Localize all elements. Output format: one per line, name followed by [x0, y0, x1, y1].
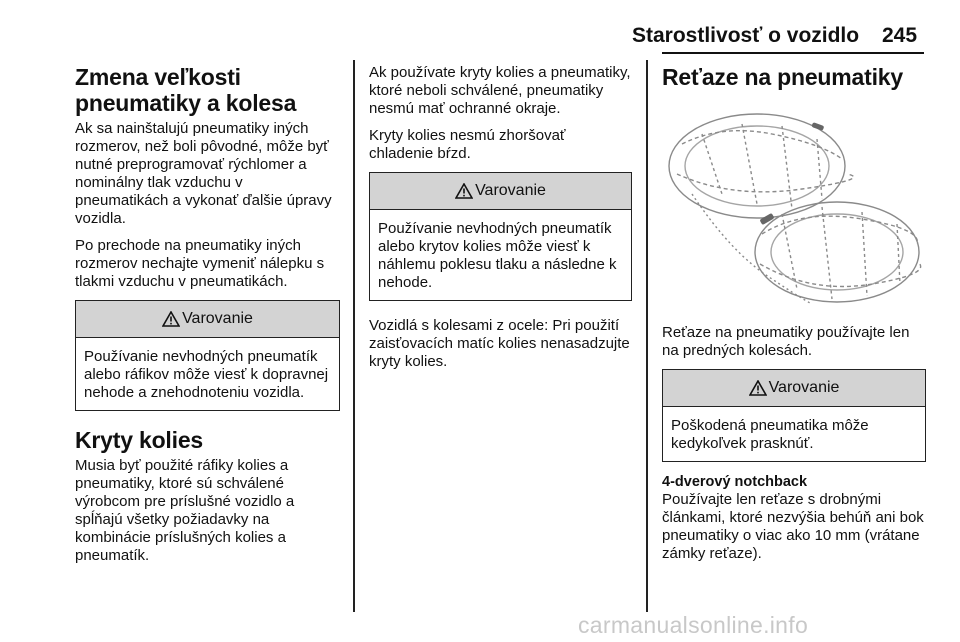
warning-title: Varovanie — [182, 310, 253, 327]
subheading-notchback: 4-dverový notchback — [662, 474, 808, 490]
warning-text: Používanie nevhodných pneumatík alebo ráfikov môže viesť k dopravnej nehode a znehodnoteniu vozidla. — [84, 348, 329, 401]
paragraph: Vozidlá s kolesami z ocele: Pri použití zaisťovacích matíc kolies nenasadzujte kryty kolies. — [369, 317, 630, 370]
paragraph: Ak používate kryty kolies a pneumatiky, ktoré neboli schválené, pneumatiky nesmú mať ochranné okraje. — [369, 64, 631, 117]
column-divider-1 — [353, 60, 355, 612]
column-divider-2 — [646, 60, 648, 612]
warning-box — [662, 369, 926, 462]
warning-box — [75, 300, 340, 411]
watermark-text: carmanualsonline.info — [578, 612, 809, 638]
warning-box — [369, 172, 632, 301]
header-rule — [662, 52, 924, 54]
warning-text: Poškodená pneumatika môže kedykoľvek prasknúť. — [671, 417, 869, 452]
column-1 — [75, 64, 340, 574]
heading-tire-size-change: Zmena veľkosti pneumatiky a kolesa — [75, 64, 297, 116]
warning-title: Varovanie — [768, 379, 840, 396]
warning-title: Varovanie — [475, 182, 546, 199]
paragraph: Kryty kolies nesmú zhoršovať chladenie bŕzd. — [369, 127, 566, 162]
column-2 — [369, 64, 632, 380]
snow-chains-illustration — [662, 104, 924, 309]
warning-triangle-icon — [749, 380, 767, 396]
warning-header — [370, 173, 631, 210]
paragraph: Používajte len reťaze s drobnými článkami, ktoré nezvýšia behúň ani bok pneumatiky o viac ako 10 mm (vrátane zámky reťaze). — [662, 491, 924, 562]
warning-triangle-icon — [162, 311, 180, 327]
warning-header — [76, 301, 339, 338]
column-3 — [662, 64, 926, 572]
heading-wheel-covers: Kryty kolies — [75, 427, 203, 453]
paragraph: Po prechode na pneumatiky iných rozmerov nechajte vymeniť nálepku s tlakmi vzduchu v pneumatikách. — [75, 237, 325, 290]
page-header-title: Starostlivosť o vozidlo — [632, 24, 860, 47]
warning-triangle-icon — [455, 183, 473, 199]
page-number: 245 — [882, 24, 918, 47]
heading-snow-chains: Reťaze na pneumatiky — [662, 64, 903, 90]
warning-text: Používanie nevhodných pneumatík alebo krytov kolies môže viesť k náhlemu poklesu tlaku a následne k nehode. — [378, 220, 617, 291]
paragraph: Ak sa nainštalujú pneumatiky iných rozmerov, než boli pôvodné, môže byť nutné preprogramovať rýchlomer a nominálny tlak vzduchu v pneumatikách a vykonať ďalšie úpravy vozidla. — [75, 120, 332, 227]
warning-header — [663, 370, 925, 407]
paragraph: Reťaze na pneumatiky používajte len na predných kolesách. — [662, 324, 910, 359]
paragraph: Musia byť použité ráfiky kolies a pneumatiky, ktoré sú schválené výrobcom pre príslušné vozidlo a spĺňajú všetky požiadavky na kombinácie príslušných kolies a pneumatík. — [75, 457, 295, 564]
